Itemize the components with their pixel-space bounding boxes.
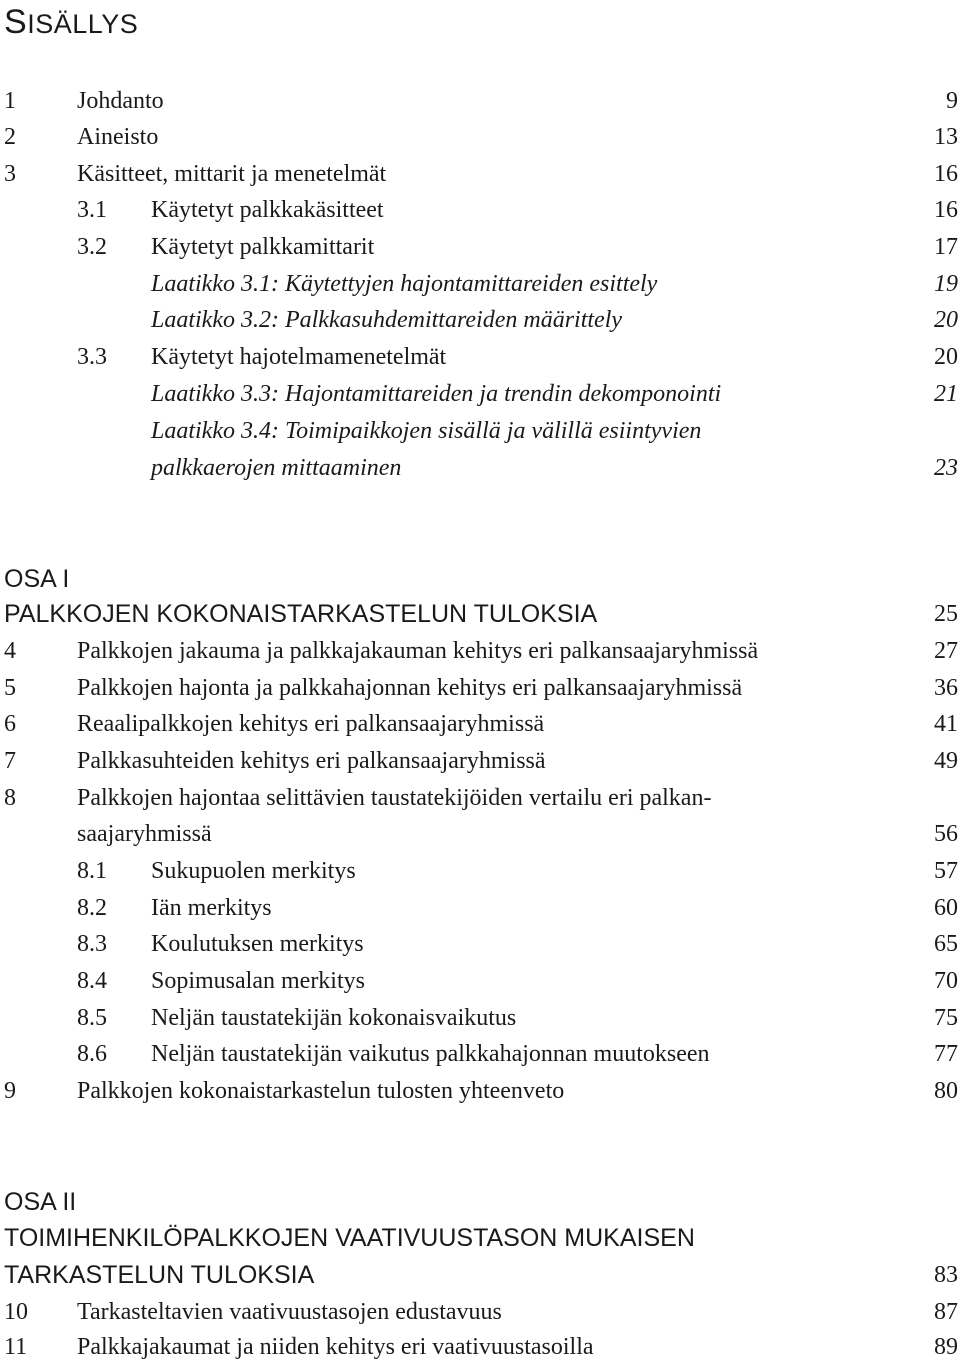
toc-entry-section[interactable] [0, 192, 960, 228]
entry-number: 11 [4, 1334, 28, 1360]
entry-page: 80 [934, 1078, 958, 1104]
entry-number: 8.3 [77, 931, 107, 957]
toc-entry-box[interactable] [0, 302, 960, 338]
entry-number: 3.1 [77, 197, 107, 223]
entry-page: 16 [934, 197, 958, 223]
page-title-initial: S [4, 3, 28, 41]
entry-number: 2 [4, 124, 16, 150]
entry-page: 20 [934, 307, 958, 333]
entry-number: 8 [4, 785, 16, 811]
entry-page: 21 [934, 381, 958, 407]
entry-title: Neljän taustatekijän vaikutus palkkahajonnan muutokseen [151, 1041, 710, 1067]
entry-title: Reaalipalkkojen kehitys eri palkansaajaryhmissä [77, 711, 545, 737]
entry-title: Palkkasuhteiden kehitys eri palkansaajaryhmissä [77, 748, 546, 774]
entry-title: Tarkasteltavien vaativuustasojen edustavuus [77, 1299, 502, 1325]
entry-page: 27 [934, 638, 958, 664]
entry-title: Aineisto [77, 124, 159, 150]
entry-page: 16 [934, 161, 958, 187]
part-heading-line2[interactable]: TARKASTELUN TULOKSIA [4, 1261, 315, 1289]
toc-entry-section[interactable] [0, 1036, 960, 1072]
entry-title: Johdanto [77, 88, 164, 114]
toc-entry-section[interactable] [0, 963, 960, 999]
toc-entry-section[interactable] [0, 890, 960, 926]
entry-title: Sukupuolen merkitys [151, 858, 356, 884]
entry-title: Iän merkitys [151, 895, 272, 921]
entry-page: 87 [934, 1299, 958, 1325]
entry-page: 57 [934, 858, 958, 884]
toc-entry-section[interactable] [0, 853, 960, 889]
entry-number: 8.4 [77, 968, 107, 994]
toc-entry-chapter[interactable] [0, 83, 960, 119]
toc-entry-chapter[interactable] [0, 633, 960, 669]
entry-number: 3.2 [77, 234, 107, 260]
toc-entry-section[interactable] [0, 339, 960, 375]
entry-page: 60 [934, 895, 958, 921]
toc-entry-chapter[interactable] [0, 156, 960, 192]
entry-title: Laatikko 3.2: Palkkasuhdemittareiden määrittely [151, 307, 623, 333]
toc-entry-chapter[interactable] [0, 1073, 960, 1109]
toc-entry-section[interactable] [0, 926, 960, 962]
toc-entry-chapter[interactable] [0, 670, 960, 706]
part-heading[interactable]: PALKKOJEN KOKONAISTARKASTELUN TULOKSIA [4, 600, 598, 628]
toc-entry-box[interactable] [0, 266, 960, 302]
page-title [4, 2, 138, 44]
entry-number: 7 [4, 748, 16, 774]
entry-title: Koulutuksen merkitys [151, 931, 364, 957]
entry-page: 75 [934, 1005, 958, 1031]
entry-page: 49 [934, 748, 958, 774]
page-title-rest: ISÄLLYS [27, 9, 139, 39]
entry-page: 89 [934, 1334, 958, 1360]
entry-page: 20 [934, 344, 958, 370]
toc-entry-chapter[interactable] [0, 743, 960, 779]
toc-entry-chapter-continued[interactable] [0, 816, 960, 852]
entry-title: Käytetyt palkkakäsitteet [151, 197, 384, 223]
entry-number: 8.2 [77, 895, 107, 921]
part-label: OSA I [4, 565, 70, 593]
entry-number: 9 [4, 1078, 16, 1104]
entry-title: Palkkajakaumat ja niiden kehitys eri vaativuustasoilla [77, 1334, 594, 1360]
toc-entry-chapter[interactable] [0, 780, 960, 816]
entry-title: Palkkojen hajonta ja palkkahajonnan kehitys eri palkansaajaryhmissä [77, 675, 743, 701]
entry-title: Palkkojen kokonaistarkastelun tulosten yhteenveto [77, 1078, 565, 1104]
entry-title: Laatikko 3.1: Käytettyjen hajontamittareiden esittely [151, 271, 658, 297]
toc-entry-section[interactable] [0, 1000, 960, 1036]
toc-entry-box-continued[interactable] [0, 450, 960, 486]
entry-title: Palkkojen jakauma ja palkkajakauman kehitys eri palkansaajaryhmissä [77, 638, 759, 664]
entry-title: Käytetyt hajotelmamenetelmät [151, 344, 447, 370]
entry-title: Neljän taustatekijän kokonaisvaikutus [151, 1005, 517, 1031]
entry-page: 77 [934, 1041, 958, 1067]
entry-number: 10 [4, 1299, 28, 1325]
toc-entry-box[interactable] [0, 376, 960, 412]
entry-page: 23 [934, 455, 958, 481]
part-heading-line1[interactable]: TOIMIHENKILÖPALKKOJEN VAATIVUUSTASON MUKAISEN [4, 1224, 695, 1252]
toc-entry-chapter[interactable] [0, 119, 960, 155]
entry-page: 41 [934, 711, 958, 737]
entry-number: 3 [4, 161, 16, 187]
entry-number: 8.6 [77, 1041, 107, 1067]
entry-page: 9 [946, 88, 958, 114]
entry-title: palkkaerojen mittaaminen [151, 455, 402, 481]
part-label: OSA II [4, 1188, 77, 1216]
entry-page: 70 [934, 968, 958, 994]
entry-page: 65 [934, 931, 958, 957]
entry-page: 13 [934, 124, 958, 150]
entry-number: 4 [4, 638, 16, 664]
part-page: 83 [934, 1262, 958, 1288]
entry-title: saajaryhmissä [77, 821, 212, 847]
entry-title: Käsitteet, mittarit ja menetelmät [77, 161, 387, 187]
entry-page: 36 [934, 675, 958, 701]
entry-page: 19 [934, 271, 958, 297]
toc-entry-chapter[interactable] [0, 706, 960, 742]
entry-title: Sopimusalan merkitys [151, 968, 365, 994]
entry-number: 8.1 [77, 858, 107, 884]
entry-title: Käytetyt palkkamittarit [151, 234, 375, 260]
entry-number: 6 [4, 711, 16, 737]
entry-number: 8.5 [77, 1005, 107, 1031]
entry-page: 56 [934, 821, 958, 847]
entry-number: 5 [4, 675, 16, 701]
toc-entry-chapter[interactable] [0, 1329, 960, 1365]
entry-page: 17 [934, 234, 958, 260]
part-page: 25 [934, 601, 958, 627]
entry-title: Laatikko 3.4: Toimipaikkojen sisällä ja välillä esiintyvien [151, 418, 702, 444]
entry-title: Laatikko 3.3: Hajontamittareiden ja trendin dekomponointi [151, 381, 722, 407]
entry-number: 3.3 [77, 344, 107, 370]
entry-title: Palkkojen hajontaa selittävien taustatekijöiden vertailu eri palkan- [77, 785, 712, 811]
entry-number: 1 [4, 88, 16, 114]
toc-entry-chapter[interactable] [0, 1294, 960, 1330]
toc-entry-section[interactable] [0, 229, 960, 265]
toc-entry-box[interactable] [0, 413, 960, 449]
